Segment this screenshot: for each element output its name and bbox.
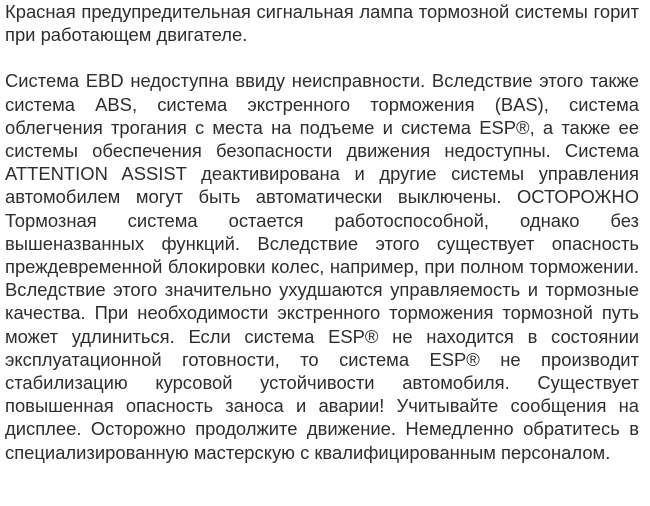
document-body	[5, 0, 639, 464]
paragraph-warning-lamp: Красная предупредительная сигнальная лампа тормозной системы горит при работающем двигателе.	[5, 1, 639, 46]
paragraph-ebd-malfunction: Система EBD недоступна ввиду неисправности. Вследствие этого также система ABS, система экстренного торможения (BAS), система облегчения трогания с места на подъеме и система ESP®, а также ее системы обеспечения безопасности движения недоступны. Система ATTENTION ASSIST деактивирована и другие системы управления автомобилем могут быть автоматически выключены. ОСТОРОЖНО Тормозная система остается работоспособной, однако без вышеназванных функций. Вследствие этого существует опасность преждевременной блокировки колес, например, при полном торможении. Вследствие этого значительно ухудшаются управляемость и тормозные качества. При необходимости экстренного торможения тормозной путь может удлиниться. Если система ESP® не находится в состоянии эксплуатационной готовности, то система ESP® не производит стабилизацию курсовой устойчивости автомобиля. Существует повышенная опасность заноса и аварии! Учитывайте сообщения на дисплее. Осторожно продолжите движение. Немедленно обратитесь в специализированную мастерскую с квалифицированным персоналом.	[5, 70, 639, 463]
